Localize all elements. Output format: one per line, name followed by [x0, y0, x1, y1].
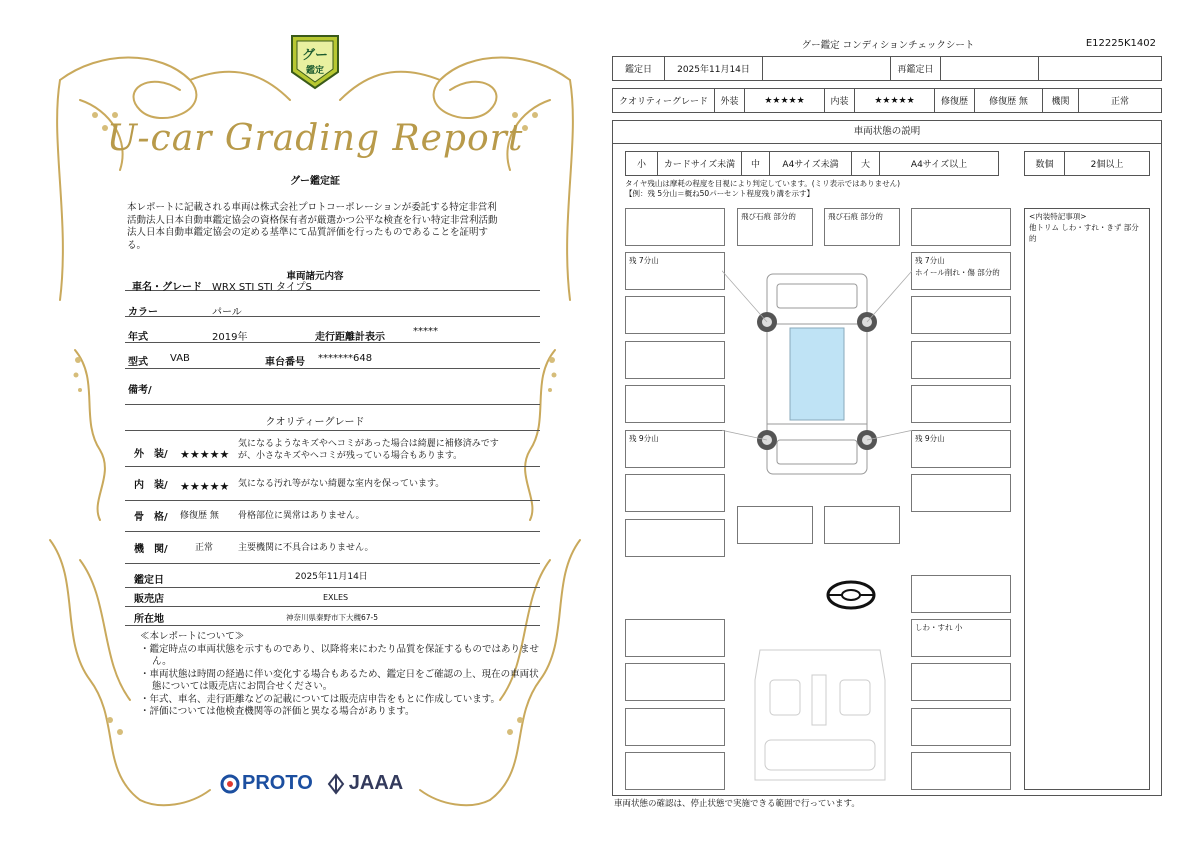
damage-box — [625, 208, 725, 246]
damage-box — [911, 708, 1011, 746]
sheet-id: E12225K1402 — [1085, 38, 1156, 49]
year-label: 年式 — [128, 332, 148, 343]
date-value: 2025年11月14日 — [665, 57, 763, 81]
car-name: WRX STI STI タイプS — [212, 282, 312, 293]
damage-box — [911, 208, 1011, 246]
exterior-desc: 気になるようなキズやヘコミがあった場合は綺麗に補修済みですが、小さなキズやヘコミが残っている場合もあります。 — [238, 439, 499, 461]
engine-label: 機 関/ — [134, 544, 168, 555]
size-legend — [625, 151, 999, 176]
tire-example-line: 【例：残 5分山＝概ね50パーセント程度残り溝を示す】 — [625, 189, 815, 198]
proto-logo — [220, 772, 313, 795]
address-label: 所在地 — [134, 614, 164, 625]
count-desc: 2個以上 — [1065, 152, 1150, 176]
car-interior-diagram — [750, 640, 890, 790]
divider — [125, 531, 540, 532]
note-item: ・鑑定時点の車両状態を示すものであり、以降将来にわたり品質を保証するものではありません。 — [140, 643, 540, 667]
exterior-stars: ★★★★★ — [745, 89, 825, 113]
dealer-label: 販売店 — [134, 594, 164, 605]
appraisal-date-label: 鑑定日 — [134, 575, 164, 586]
box-text: ホイール削れ・傷 部分的 — [915, 268, 1000, 277]
odometer-label: 走行距離計表示 — [315, 332, 385, 343]
remarks-label: 備考/ — [128, 385, 152, 396]
certificate-intro: 本レポートに記載される車両は株式会社プロトコーポレーションが委託する特定非営利活動法人日本自動車鑑定協会の資格保有者が厳選かつ公平な検査を行い特定非営利活動法人日本自動車鑑定協会の定める基準にて品質評価を行ったものであることを証明する。 — [127, 202, 498, 251]
damage-box — [824, 208, 900, 246]
jaaa-logo-text: JAAA — [348, 772, 404, 794]
chassis-value: *******648 — [318, 353, 373, 364]
blank-cell — [1039, 57, 1162, 81]
frame-value: 修復歴 無 — [180, 511, 219, 521]
condition-check-sheet — [612, 30, 1164, 810]
svg-text:グー: グー — [301, 48, 329, 63]
damage-box — [625, 474, 725, 512]
box-text: 飛び石痕 部分的 — [741, 212, 796, 221]
interior-notes-title: <内装特記事項> — [1029, 212, 1087, 221]
color-value: パール — [212, 307, 242, 318]
damage-box — [911, 575, 1011, 613]
sheet-title: グー鑑定 コンディションチェックシート — [801, 40, 975, 51]
box-text: しわ・すれ 小 — [915, 623, 963, 632]
engine-desc: 主要機関に不具合はありません。 — [238, 543, 374, 553]
footer-note: 車両状態の確認は、停止状態で実施できる範囲で行っています。 — [614, 799, 860, 809]
spec-heading: 車両諸元内容 — [286, 271, 344, 282]
repair-value: 修復歴 無 — [975, 89, 1043, 113]
reinspect-label: 再鑑定日 — [891, 57, 941, 81]
box-text: 残 7分山 — [915, 256, 945, 265]
engine-value: 正常 — [1079, 89, 1162, 113]
interior-label: 内装 — [825, 89, 855, 113]
interior-label: 内 装/ — [134, 480, 168, 491]
divider — [125, 587, 540, 588]
divider — [125, 368, 540, 369]
tire-note-line: タイヤ残山は摩耗の程度を目視により判定しています。(ミリ表示ではありません) — [625, 179, 901, 188]
divider — [125, 625, 540, 626]
damage-box — [625, 708, 725, 746]
box-text: 残 9分山 — [915, 434, 945, 443]
size-mid: 中 — [742, 152, 770, 176]
date-table — [612, 56, 1162, 81]
divider — [125, 404, 540, 405]
damage-box — [625, 296, 725, 334]
dealer-address: 神奈川県秦野市下大槻67-5 — [286, 613, 379, 622]
size-large: 大 — [852, 152, 880, 176]
size-small: 小 — [626, 152, 658, 176]
damage-box — [625, 752, 725, 790]
dealer-name: EXLES — [323, 593, 349, 602]
interior-notes-box — [1024, 208, 1150, 790]
report-notes — [140, 631, 540, 719]
damage-box — [625, 430, 725, 468]
state-heading: 車両状態の説明 — [612, 120, 1162, 144]
year-value: 2019年 — [212, 332, 248, 343]
engine-value: 正常 — [195, 543, 214, 553]
note-item: ・評価については他検査機関等の評価と異なる場合があります。 — [140, 706, 415, 717]
interior-notes-text: 他トリム しわ・すれ・きず 部分的 — [1029, 223, 1139, 243]
exterior-stars: ★★★★★ — [180, 448, 230, 461]
tire-note — [625, 179, 900, 199]
damage-box — [911, 663, 1011, 701]
divider — [125, 606, 540, 607]
box-text: 飛び石痕 部分的 — [828, 212, 883, 221]
damage-box — [625, 252, 725, 290]
chassis-label: 車台番号 — [265, 357, 305, 368]
proto-mark-icon — [220, 774, 240, 794]
box-text: 残 9分山 — [629, 434, 659, 443]
divider — [125, 430, 540, 431]
odometer-value: ***** — [413, 326, 438, 337]
grade-table — [612, 88, 1162, 113]
exterior-label: 外 装/ — [134, 449, 168, 460]
damage-box — [625, 385, 725, 423]
model-value: VAB — [170, 353, 190, 364]
damage-box — [911, 430, 1011, 468]
damage-box — [911, 474, 1011, 512]
footer-logos — [220, 772, 403, 795]
steering-wheel-icon — [825, 578, 877, 612]
frame-desc: 骨格部位に異常はありません。 — [238, 511, 365, 521]
divider — [125, 500, 540, 501]
damage-box — [824, 506, 900, 544]
blank-cell — [763, 57, 891, 81]
proto-logo-text: PROTO — [242, 772, 313, 794]
color-label: カラー — [128, 307, 158, 318]
box-text: 残 7分山 — [629, 256, 659, 265]
damage-box — [911, 252, 1011, 290]
appraisal-date: 2025年11月14日 — [295, 572, 368, 582]
quality-heading: クオリティーグレード — [265, 417, 365, 428]
count-legend — [1024, 151, 1150, 176]
report-title: U-car Grading Report — [106, 118, 524, 159]
divider — [125, 563, 540, 564]
size-mid-desc: A4サイズ未満 — [770, 152, 852, 176]
repair-label: 修復歴 — [935, 89, 975, 113]
jaaa-logo — [327, 772, 403, 795]
glass-roof — [790, 328, 844, 420]
jaaa-mark-icon — [327, 773, 345, 795]
exterior-label: 外装 — [715, 89, 745, 113]
damage-box — [625, 619, 725, 657]
engine-label: 機関 — [1043, 89, 1079, 113]
grading-certificate — [40, 20, 590, 835]
divider — [125, 316, 540, 317]
interior-desc: 気になる汚れ等がない綺麗な室内を保っています。 — [238, 479, 445, 489]
reinspect-value — [941, 57, 1039, 81]
certificate-title: グー鑑定証 — [290, 176, 340, 187]
note-item: ・年式、車名、走行距離などの記載については販売店申告をもとに作成しています。 — [140, 693, 501, 705]
size-large-desc: A4サイズ以上 — [880, 152, 999, 176]
damage-box — [737, 208, 813, 246]
interior-stars: ★★★★★ — [855, 89, 935, 113]
damage-box — [911, 385, 1011, 423]
goo-appraisal-badge-icon — [288, 32, 342, 90]
damage-box — [625, 663, 725, 701]
note-item: ・車両状態は時間の経過に伴い変化する場合もあるため、鑑定日をご確認の上、現在の車両状態については販売店にお問合せください。 — [140, 668, 539, 692]
car-topview-diagram — [722, 254, 912, 494]
damage-box — [625, 519, 725, 557]
damage-box — [625, 341, 725, 379]
car-name-label: 車名・グレード — [132, 282, 202, 293]
damage-box — [911, 619, 1011, 657]
frame-label: 骨 格/ — [134, 512, 168, 523]
interior-stars: ★★★★★ — [180, 480, 230, 493]
damage-box — [911, 296, 1011, 334]
svg-text:鑑定: 鑑定 — [305, 66, 325, 76]
damage-box — [911, 341, 1011, 379]
model-label: 型式 — [128, 357, 148, 368]
notes-title: ≪本レポートについて≫ — [140, 631, 245, 642]
divider — [125, 466, 540, 467]
grade-label: クオリティーグレード — [613, 89, 715, 113]
size-small-desc: カードサイズ未満 — [658, 152, 742, 176]
date-label: 鑑定日 — [613, 57, 665, 81]
damage-box — [737, 506, 813, 544]
damage-box — [911, 752, 1011, 790]
count-label: 数個 — [1025, 152, 1065, 176]
